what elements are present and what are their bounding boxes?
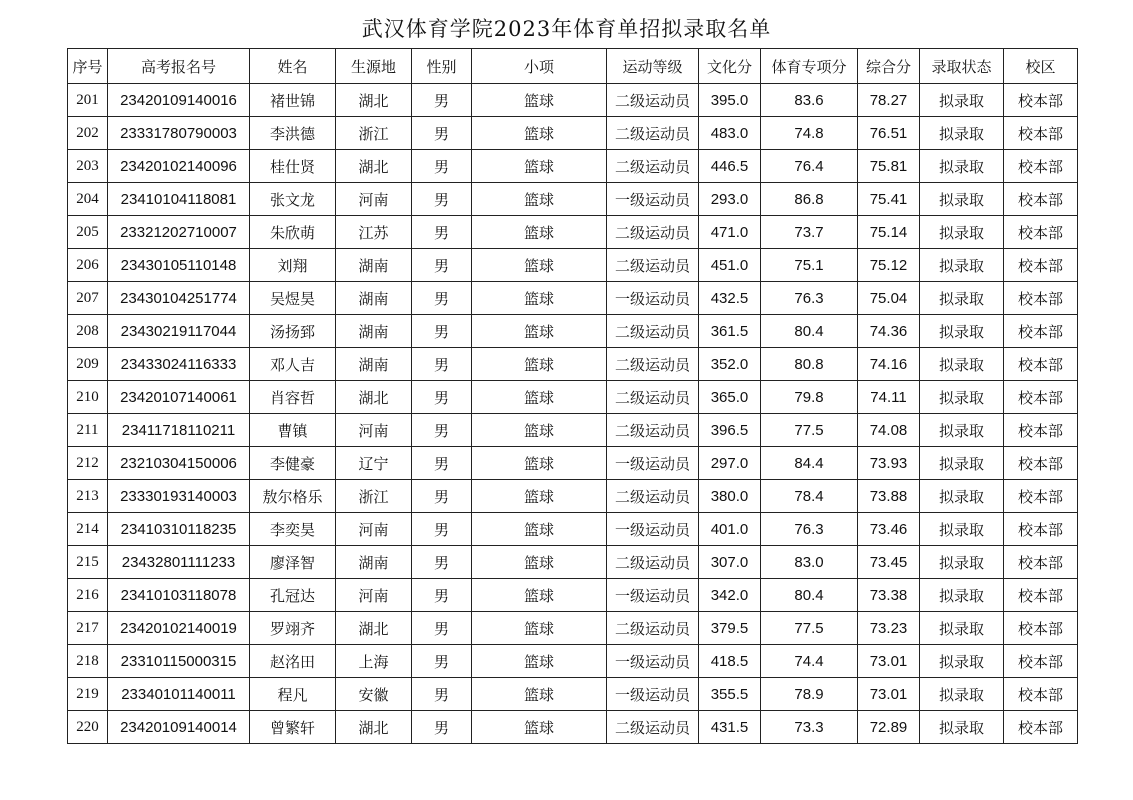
gender-cell: 男 — [412, 414, 472, 447]
status-cell: 拟录取 — [920, 216, 1004, 249]
status-cell: 拟录取 — [920, 348, 1004, 381]
athlete-level-cell: 二级运动员 — [607, 84, 699, 117]
sport-score-cell: 76.3 — [761, 282, 858, 315]
event-cell: 篮球 — [472, 711, 607, 744]
campus-cell: 校本部 — [1004, 447, 1078, 480]
campus-cell: 校本部 — [1004, 117, 1078, 150]
athlete-level-cell: 二级运动员 — [607, 480, 699, 513]
gender-cell: 男 — [412, 711, 472, 744]
table-row — [68, 480, 1078, 513]
campus-cell: 校本部 — [1004, 348, 1078, 381]
seq-cell: 202 — [68, 117, 108, 150]
gender-cell: 男 — [412, 183, 472, 216]
campus-cell: 校本部 — [1004, 414, 1078, 447]
name-cell: 罗翊齐 — [250, 612, 336, 645]
culture-score-cell: 355.5 — [699, 678, 761, 711]
culture-score-cell: 293.0 — [699, 183, 761, 216]
gender-cell: 男 — [412, 315, 472, 348]
name-cell: 廖泽智 — [250, 546, 336, 579]
seq-cell: 205 — [68, 216, 108, 249]
status-cell: 拟录取 — [920, 678, 1004, 711]
exam-id-cell: 23410103118078 — [108, 579, 250, 612]
gender-cell: 男 — [412, 645, 472, 678]
table-row — [68, 282, 1078, 315]
origin-cell: 河南 — [336, 579, 412, 612]
seq-cell: 218 — [68, 645, 108, 678]
event-cell: 篮球 — [472, 645, 607, 678]
athlete-level-cell: 二级运动员 — [607, 315, 699, 348]
culture-score-cell: 401.0 — [699, 513, 761, 546]
name-cell: 刘翔 — [250, 249, 336, 282]
gender-cell: 男 — [412, 117, 472, 150]
campus-cell: 校本部 — [1004, 645, 1078, 678]
header-event: 小项 — [472, 49, 607, 84]
total-score-cell: 73.23 — [858, 612, 920, 645]
campus-cell: 校本部 — [1004, 216, 1078, 249]
table-row — [68, 546, 1078, 579]
origin-cell: 河南 — [336, 183, 412, 216]
athlete-level-cell: 一级运动员 — [607, 513, 699, 546]
total-score-cell: 78.27 — [858, 84, 920, 117]
name-cell: 邓人吉 — [250, 348, 336, 381]
status-cell: 拟录取 — [920, 579, 1004, 612]
athlete-level-cell: 一级运动员 — [607, 678, 699, 711]
seq-cell: 215 — [68, 546, 108, 579]
table-row — [68, 249, 1078, 282]
culture-score-cell: 380.0 — [699, 480, 761, 513]
status-cell: 拟录取 — [920, 249, 1004, 282]
sport-score-cell: 78.4 — [761, 480, 858, 513]
total-score-cell: 76.51 — [858, 117, 920, 150]
total-score-cell: 75.41 — [858, 183, 920, 216]
exam-id-cell: 23210304150006 — [108, 447, 250, 480]
exam-id-cell: 23420107140061 — [108, 381, 250, 414]
sport-score-cell: 74.8 — [761, 117, 858, 150]
athlete-level-cell: 一级运动员 — [607, 183, 699, 216]
status-cell: 拟录取 — [920, 381, 1004, 414]
culture-score-cell: 297.0 — [699, 447, 761, 480]
sport-score-cell: 86.8 — [761, 183, 858, 216]
header-campus: 校区 — [1004, 49, 1078, 84]
culture-score-cell: 418.5 — [699, 645, 761, 678]
sport-score-cell: 76.4 — [761, 150, 858, 183]
athlete-level-cell: 二级运动员 — [607, 612, 699, 645]
header-sport-score: 体育专项分 — [761, 49, 858, 84]
table-row — [68, 612, 1078, 645]
campus-cell: 校本部 — [1004, 249, 1078, 282]
total-score-cell: 73.45 — [858, 546, 920, 579]
exam-id-cell: 23432801111233 — [108, 546, 250, 579]
campus-cell: 校本部 — [1004, 84, 1078, 117]
header-origin: 生源地 — [336, 49, 412, 84]
name-cell: 孔冠达 — [250, 579, 336, 612]
seq-cell: 211 — [68, 414, 108, 447]
seq-cell: 210 — [68, 381, 108, 414]
origin-cell: 浙江 — [336, 480, 412, 513]
campus-cell: 校本部 — [1004, 513, 1078, 546]
culture-score-cell: 432.5 — [699, 282, 761, 315]
sport-score-cell: 78.9 — [761, 678, 858, 711]
athlete-level-cell: 二级运动员 — [607, 381, 699, 414]
total-score-cell: 73.38 — [858, 579, 920, 612]
sport-score-cell: 74.4 — [761, 645, 858, 678]
exam-id-cell: 23410104118081 — [108, 183, 250, 216]
exam-id-cell: 23420109140016 — [108, 84, 250, 117]
gender-cell: 男 — [412, 84, 472, 117]
origin-cell: 湖北 — [336, 612, 412, 645]
seq-cell: 204 — [68, 183, 108, 216]
total-score-cell: 73.46 — [858, 513, 920, 546]
culture-score-cell: 365.0 — [699, 381, 761, 414]
status-cell: 拟录取 — [920, 282, 1004, 315]
culture-score-cell: 361.5 — [699, 315, 761, 348]
culture-score-cell: 379.5 — [699, 612, 761, 645]
status-cell: 拟录取 — [920, 546, 1004, 579]
event-cell: 篮球 — [472, 282, 607, 315]
table-row — [68, 447, 1078, 480]
sport-score-cell: 83.6 — [761, 84, 858, 117]
table-row — [68, 150, 1078, 183]
name-cell: 桂仕贤 — [250, 150, 336, 183]
name-cell: 李洪德 — [250, 117, 336, 150]
header-athlete-level: 运动等级 — [607, 49, 699, 84]
total-score-cell: 72.89 — [858, 711, 920, 744]
total-score-cell: 73.01 — [858, 678, 920, 711]
sport-score-cell: 76.3 — [761, 513, 858, 546]
event-cell: 篮球 — [472, 249, 607, 282]
seq-cell: 214 — [68, 513, 108, 546]
event-cell: 篮球 — [472, 480, 607, 513]
table-row — [68, 348, 1078, 381]
seq-cell: 220 — [68, 711, 108, 744]
header-seq: 序号 — [68, 49, 108, 84]
gender-cell: 男 — [412, 678, 472, 711]
campus-cell: 校本部 — [1004, 579, 1078, 612]
name-cell: 汤扬郅 — [250, 315, 336, 348]
seq-cell: 213 — [68, 480, 108, 513]
exam-id-cell: 23420109140014 — [108, 711, 250, 744]
exam-id-cell: 23310115000315 — [108, 645, 250, 678]
culture-score-cell: 352.0 — [699, 348, 761, 381]
campus-cell: 校本部 — [1004, 480, 1078, 513]
origin-cell: 河南 — [336, 414, 412, 447]
status-cell: 拟录取 — [920, 612, 1004, 645]
origin-cell: 湖南 — [336, 249, 412, 282]
origin-cell: 湖北 — [336, 381, 412, 414]
table-row — [68, 315, 1078, 348]
header-gender: 性别 — [412, 49, 472, 84]
sport-score-cell: 77.5 — [761, 414, 858, 447]
table-row — [68, 678, 1078, 711]
exam-id-cell: 23340101140011 — [108, 678, 250, 711]
total-score-cell: 74.11 — [858, 381, 920, 414]
header-culture-score: 文化分 — [699, 49, 761, 84]
athlete-level-cell: 二级运动员 — [607, 117, 699, 150]
exam-id-cell: 23430105110148 — [108, 249, 250, 282]
event-cell: 篮球 — [472, 84, 607, 117]
document-title: 武汉体育学院2023年体育单招拟录取名单 — [361, 17, 772, 41]
status-cell: 拟录取 — [920, 711, 1004, 744]
origin-cell: 江苏 — [336, 216, 412, 249]
athlete-level-cell: 二级运动员 — [607, 216, 699, 249]
gender-cell: 男 — [412, 480, 472, 513]
campus-cell: 校本部 — [1004, 612, 1078, 645]
total-score-cell: 75.04 — [858, 282, 920, 315]
name-cell: 敖尔格乐 — [250, 480, 336, 513]
sport-score-cell: 83.0 — [761, 546, 858, 579]
culture-score-cell: 471.0 — [699, 216, 761, 249]
event-cell: 篮球 — [472, 348, 607, 381]
gender-cell: 男 — [412, 447, 472, 480]
status-cell: 拟录取 — [920, 513, 1004, 546]
origin-cell: 湖南 — [336, 348, 412, 381]
status-cell: 拟录取 — [920, 315, 1004, 348]
origin-cell: 河南 — [336, 513, 412, 546]
gender-cell: 男 — [412, 348, 472, 381]
name-cell: 褚世锦 — [250, 84, 336, 117]
table-row — [68, 645, 1078, 678]
seq-cell: 212 — [68, 447, 108, 480]
status-cell: 拟录取 — [920, 117, 1004, 150]
athlete-level-cell: 一级运动员 — [607, 447, 699, 480]
gender-cell: 男 — [412, 381, 472, 414]
exam-id-cell: 23331780790003 — [108, 117, 250, 150]
sport-score-cell: 73.7 — [761, 216, 858, 249]
name-cell: 赵洺田 — [250, 645, 336, 678]
exam-id-cell: 23420102140096 — [108, 150, 250, 183]
culture-score-cell: 307.0 — [699, 546, 761, 579]
total-score-cell: 74.16 — [858, 348, 920, 381]
exam-id-cell: 23430104251774 — [108, 282, 250, 315]
status-cell: 拟录取 — [920, 480, 1004, 513]
total-score-cell: 75.81 — [858, 150, 920, 183]
total-score-cell: 73.93 — [858, 447, 920, 480]
gender-cell: 男 — [412, 282, 472, 315]
athlete-level-cell: 一级运动员 — [607, 282, 699, 315]
culture-score-cell: 483.0 — [699, 117, 761, 150]
exam-id-cell: 23433024116333 — [108, 348, 250, 381]
athlete-level-cell: 二级运动员 — [607, 249, 699, 282]
sport-score-cell: 84.4 — [761, 447, 858, 480]
name-cell: 朱欣萌 — [250, 216, 336, 249]
exam-id-cell: 23410310118235 — [108, 513, 250, 546]
gender-cell: 男 — [412, 513, 472, 546]
status-cell: 拟录取 — [920, 447, 1004, 480]
origin-cell: 湖南 — [336, 546, 412, 579]
origin-cell: 辽宁 — [336, 447, 412, 480]
athlete-level-cell: 二级运动员 — [607, 150, 699, 183]
status-cell: 拟录取 — [920, 150, 1004, 183]
origin-cell: 安徽 — [336, 678, 412, 711]
table-row — [68, 711, 1078, 744]
event-cell: 篮球 — [472, 183, 607, 216]
total-score-cell: 74.08 — [858, 414, 920, 447]
culture-score-cell: 446.5 — [699, 150, 761, 183]
table-row — [68, 513, 1078, 546]
culture-score-cell: 396.5 — [699, 414, 761, 447]
event-cell: 篮球 — [472, 216, 607, 249]
event-cell: 篮球 — [472, 150, 607, 183]
seq-cell: 219 — [68, 678, 108, 711]
origin-cell: 湖南 — [336, 315, 412, 348]
event-cell: 篮球 — [472, 612, 607, 645]
table-row — [68, 579, 1078, 612]
header-name: 姓名 — [250, 49, 336, 84]
event-cell: 篮球 — [472, 315, 607, 348]
gender-cell: 男 — [412, 579, 472, 612]
name-cell: 李奕昊 — [250, 513, 336, 546]
exam-id-cell: 23330193140003 — [108, 480, 250, 513]
table-row — [68, 216, 1078, 249]
event-cell: 篮球 — [472, 579, 607, 612]
athlete-level-cell: 二级运动员 — [607, 711, 699, 744]
name-cell: 曹镇 — [250, 414, 336, 447]
table-row — [68, 381, 1078, 414]
campus-cell: 校本部 — [1004, 183, 1078, 216]
event-cell: 篮球 — [472, 117, 607, 150]
event-cell: 篮球 — [472, 678, 607, 711]
gender-cell: 男 — [412, 612, 472, 645]
table-row — [68, 117, 1078, 150]
campus-cell: 校本部 — [1004, 150, 1078, 183]
event-cell: 篮球 — [472, 381, 607, 414]
table-row — [68, 183, 1078, 216]
name-cell: 李健豪 — [250, 447, 336, 480]
name-cell: 曾繁轩 — [250, 711, 336, 744]
origin-cell: 湖北 — [336, 711, 412, 744]
culture-score-cell: 342.0 — [699, 579, 761, 612]
sport-score-cell: 79.8 — [761, 381, 858, 414]
total-score-cell: 74.36 — [858, 315, 920, 348]
culture-score-cell: 395.0 — [699, 84, 761, 117]
total-score-cell: 73.88 — [858, 480, 920, 513]
total-score-cell: 75.14 — [858, 216, 920, 249]
gender-cell: 男 — [412, 249, 472, 282]
gender-cell: 男 — [412, 546, 472, 579]
seq-cell: 203 — [68, 150, 108, 183]
campus-cell: 校本部 — [1004, 381, 1078, 414]
origin-cell: 湖北 — [336, 84, 412, 117]
event-cell: 篮球 — [472, 447, 607, 480]
name-cell: 肖容哲 — [250, 381, 336, 414]
seq-cell: 209 — [68, 348, 108, 381]
culture-score-cell: 451.0 — [699, 249, 761, 282]
culture-score-cell: 431.5 — [699, 711, 761, 744]
event-cell: 篮球 — [472, 414, 607, 447]
exam-id-cell: 23321202710007 — [108, 216, 250, 249]
athlete-level-cell: 一级运动员 — [607, 579, 699, 612]
athlete-level-cell: 二级运动员 — [607, 348, 699, 381]
gender-cell: 男 — [412, 216, 472, 249]
seq-cell: 217 — [68, 612, 108, 645]
campus-cell: 校本部 — [1004, 678, 1078, 711]
seq-cell: 208 — [68, 315, 108, 348]
origin-cell: 上海 — [336, 645, 412, 678]
origin-cell: 浙江 — [336, 117, 412, 150]
total-score-cell: 73.01 — [858, 645, 920, 678]
status-cell: 拟录取 — [920, 645, 1004, 678]
event-cell: 篮球 — [472, 546, 607, 579]
origin-cell: 湖南 — [336, 282, 412, 315]
seq-cell: 207 — [68, 282, 108, 315]
campus-cell: 校本部 — [1004, 282, 1078, 315]
table-row — [68, 414, 1078, 447]
campus-cell: 校本部 — [1004, 315, 1078, 348]
exam-id-cell: 23420102140019 — [108, 612, 250, 645]
athlete-level-cell: 二级运动员 — [607, 414, 699, 447]
seq-cell: 206 — [68, 249, 108, 282]
campus-cell: 校本部 — [1004, 711, 1078, 744]
gender-cell: 男 — [412, 150, 472, 183]
name-cell: 吴煜昊 — [250, 282, 336, 315]
sport-score-cell: 73.3 — [761, 711, 858, 744]
origin-cell: 湖北 — [336, 150, 412, 183]
sport-score-cell: 77.5 — [761, 612, 858, 645]
seq-cell: 201 — [68, 84, 108, 117]
sport-score-cell: 80.4 — [761, 315, 858, 348]
exam-id-cell: 23411718110211 — [108, 414, 250, 447]
event-cell: 篮球 — [472, 513, 607, 546]
table-row — [68, 84, 1078, 117]
header-total-score: 综合分 — [858, 49, 920, 84]
status-cell: 拟录取 — [920, 84, 1004, 117]
total-score-cell: 75.12 — [858, 249, 920, 282]
header-exam-id: 高考报名号 — [108, 49, 250, 84]
exam-id-cell: 23430219117044 — [108, 315, 250, 348]
admission-table — [67, 48, 1078, 744]
sport-score-cell: 80.8 — [761, 348, 858, 381]
status-cell: 拟录取 — [920, 414, 1004, 447]
seq-cell: 216 — [68, 579, 108, 612]
name-cell: 程凡 — [250, 678, 336, 711]
campus-cell: 校本部 — [1004, 546, 1078, 579]
header-status: 录取状态 — [920, 49, 1004, 84]
athlete-level-cell: 二级运动员 — [607, 546, 699, 579]
status-cell: 拟录取 — [920, 183, 1004, 216]
table-header-row — [68, 49, 1078, 84]
table-body — [68, 84, 1078, 744]
athlete-level-cell: 一级运动员 — [607, 645, 699, 678]
sport-score-cell: 75.1 — [761, 249, 858, 282]
name-cell: 张文龙 — [250, 183, 336, 216]
sport-score-cell: 80.4 — [761, 579, 858, 612]
